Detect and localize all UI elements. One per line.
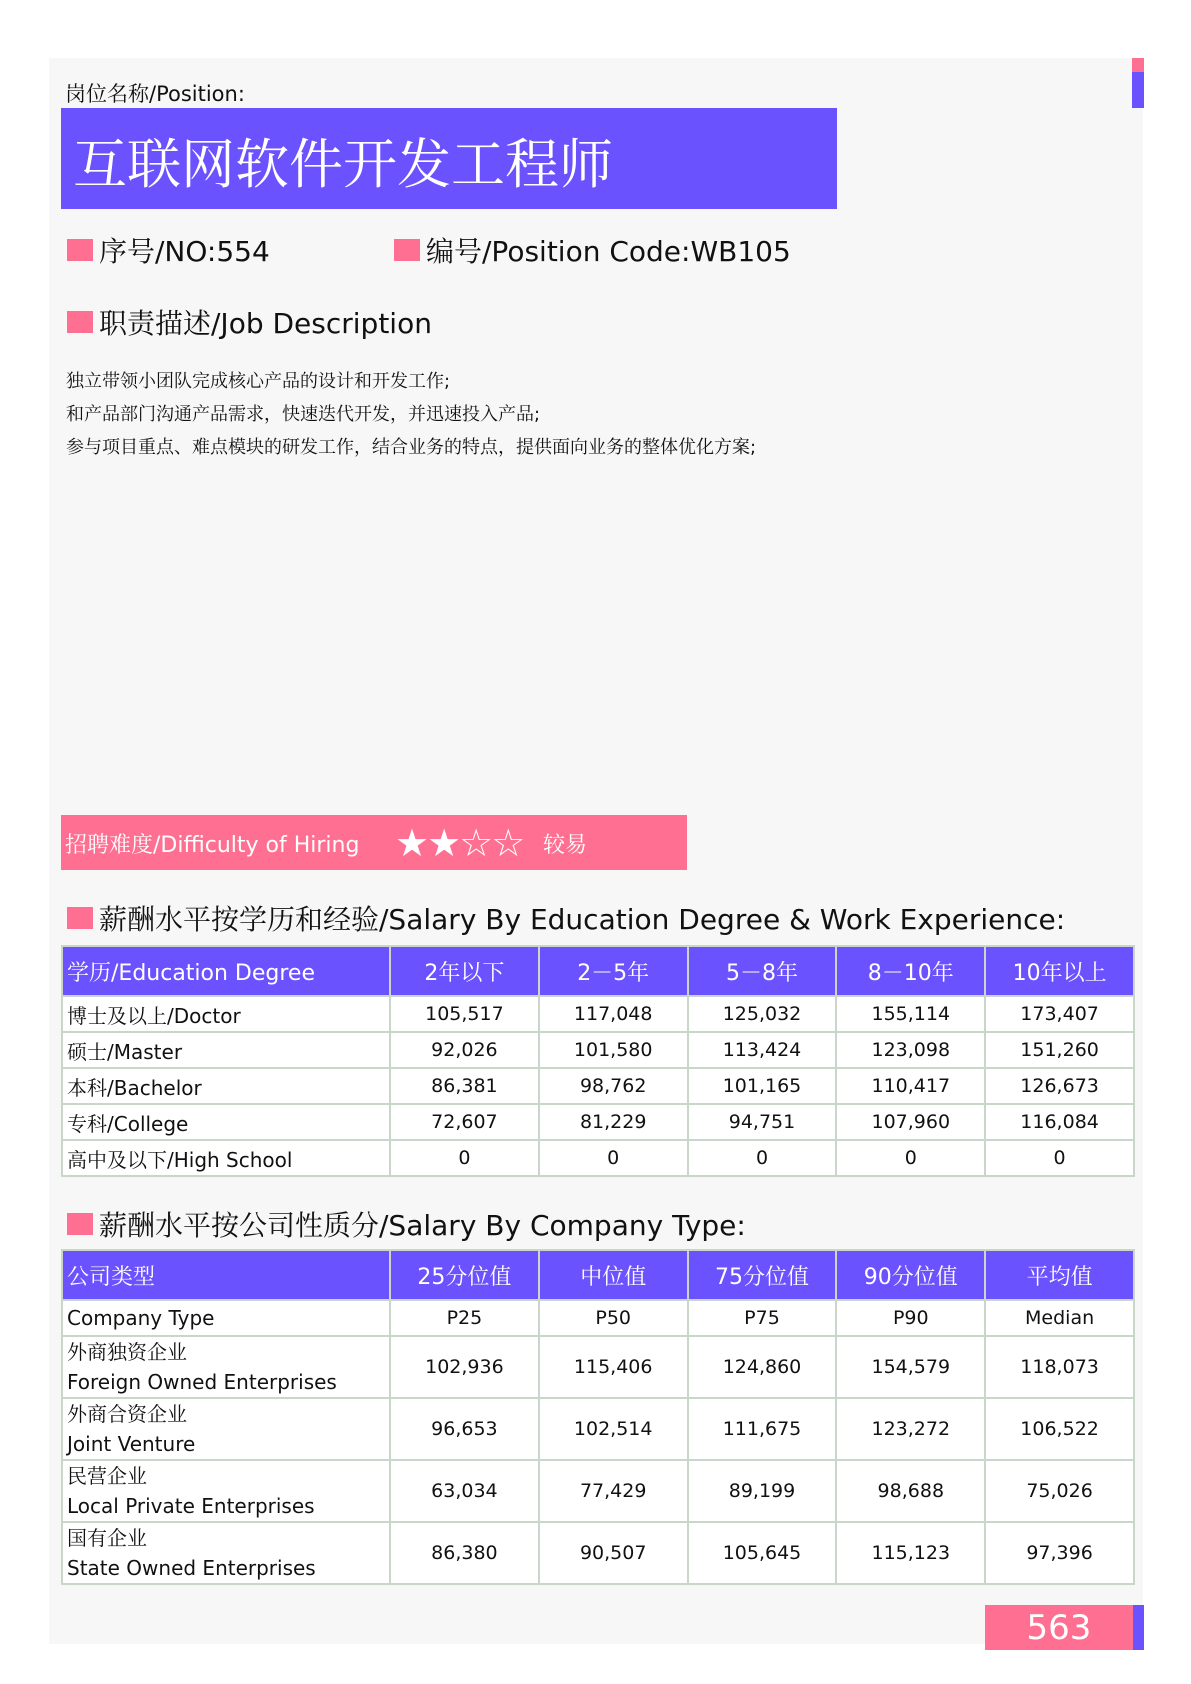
table-cell: 115,123 bbox=[836, 1522, 985, 1584]
table-row bbox=[62, 1032, 1134, 1068]
position-code bbox=[394, 230, 791, 270]
bullet-square-icon bbox=[67, 907, 93, 929]
row-label bbox=[62, 1398, 390, 1460]
column-header: 8－10年 bbox=[836, 946, 985, 996]
table-cell: 72,607 bbox=[390, 1104, 539, 1140]
table-row bbox=[62, 1140, 1134, 1176]
row-label: 高中及以下/High School bbox=[62, 1140, 390, 1176]
edu-salary-heading-text: 薪酬水平按学历和经验/Salary By Education Degree & Work Experience: bbox=[99, 903, 1066, 936]
row-label: 本科/Bachelor bbox=[62, 1068, 390, 1104]
row-label bbox=[62, 1522, 390, 1584]
table-cell: 101,165 bbox=[688, 1068, 837, 1104]
company-salary-heading bbox=[67, 1204, 746, 1244]
edu-salary-heading bbox=[67, 898, 1065, 938]
table-cell: 94,751 bbox=[688, 1104, 837, 1140]
table-cell: 117,048 bbox=[539, 996, 688, 1032]
company-type-cn: 国有企业 bbox=[67, 1526, 147, 1550]
company-type-en: Local Private Enterprises bbox=[67, 1494, 315, 1518]
table-cell: 86,381 bbox=[390, 1068, 539, 1104]
company-type-en: Foreign Owned Enterprises bbox=[67, 1370, 337, 1394]
table-cell: 75,026 bbox=[985, 1460, 1134, 1522]
table-cell: 77,429 bbox=[539, 1460, 688, 1522]
column-header: 2－5年 bbox=[539, 946, 688, 996]
table-cell: 126,673 bbox=[985, 1068, 1134, 1104]
table-cell: 106,522 bbox=[985, 1398, 1134, 1460]
company-type-cn: 外商合资企业 bbox=[67, 1402, 187, 1426]
table-cell: 98,688 bbox=[836, 1460, 985, 1522]
bullet-square-icon bbox=[67, 239, 93, 261]
table-cell: 123,098 bbox=[836, 1032, 985, 1068]
edu-salary-table bbox=[61, 945, 1135, 1177]
table-header-row bbox=[62, 946, 1134, 996]
table-cell: 151,260 bbox=[985, 1032, 1134, 1068]
table-cell: 111,675 bbox=[688, 1398, 837, 1460]
table-row bbox=[62, 1398, 1134, 1460]
difficulty-label: 招聘难度/Difficulty of Hiring bbox=[65, 833, 360, 858]
table-cell: 105,645 bbox=[688, 1522, 837, 1584]
column-header: 公司类型 bbox=[62, 1250, 390, 1300]
table-row bbox=[62, 1522, 1134, 1584]
table-cell: 90,507 bbox=[539, 1522, 688, 1584]
table-cell: 123,272 bbox=[836, 1398, 985, 1460]
column-header: 中位值 bbox=[539, 1250, 688, 1300]
table-header-row bbox=[62, 1250, 1134, 1300]
company-type-cn: 民营企业 bbox=[67, 1464, 147, 1488]
table-cell: 102,936 bbox=[390, 1336, 539, 1398]
table-cell: P25 bbox=[390, 1300, 539, 1336]
table-cell: 0 bbox=[985, 1140, 1134, 1176]
title-banner bbox=[61, 108, 837, 209]
company-type-en: State Owned Enterprises bbox=[67, 1556, 316, 1580]
bullet-square-icon bbox=[67, 311, 93, 333]
position-label: 岗位名称/Position: bbox=[65, 82, 245, 106]
row-label bbox=[62, 1336, 390, 1398]
table-cell: 0 bbox=[688, 1140, 837, 1176]
table-cell: P50 bbox=[539, 1300, 688, 1336]
position-code-text: 编号/Position Code:WB105 bbox=[426, 235, 791, 268]
table-cell: 125,032 bbox=[688, 996, 837, 1032]
bullet-square-icon bbox=[67, 1213, 93, 1235]
position-number-text: 序号/NO:554 bbox=[99, 235, 270, 268]
column-header: 2年以下 bbox=[390, 946, 539, 996]
table-cell: 92,026 bbox=[390, 1032, 539, 1068]
row-label: Company Type bbox=[62, 1300, 390, 1336]
page-number: 563 bbox=[1026, 1608, 1092, 1648]
column-header: 平均值 bbox=[985, 1250, 1134, 1300]
job-description bbox=[66, 365, 756, 464]
table-row bbox=[62, 1336, 1134, 1398]
table-subheader-row bbox=[62, 1300, 1134, 1336]
page-title: 互联网软件开发工程师 bbox=[73, 133, 613, 196]
column-header: 5－8年 bbox=[688, 946, 837, 996]
table-row bbox=[62, 996, 1134, 1032]
table-cell: 110,417 bbox=[836, 1068, 985, 1104]
table-cell: 86,380 bbox=[390, 1522, 539, 1584]
table-cell: 154,579 bbox=[836, 1336, 985, 1398]
job-description-line: 独立带领小团队完成核心产品的设计和开发工作; bbox=[66, 371, 451, 392]
table-cell: 102,514 bbox=[539, 1398, 688, 1460]
corner-decoration bbox=[1132, 58, 1144, 108]
job-description-line: 参与项目重点、难点模块的研发工作，结合业务的特点，提供面向业务的整体优化方案; bbox=[66, 437, 757, 458]
table-cell: 63,034 bbox=[390, 1460, 539, 1522]
job-description-line: 和产品部门沟通产品需求，快速迭代开发，并迅速投入产品; bbox=[66, 404, 541, 425]
table-cell: Median bbox=[985, 1300, 1134, 1336]
row-label: 专科/College bbox=[62, 1104, 390, 1140]
company-type-en: Joint Venture bbox=[67, 1432, 196, 1456]
company-type-cn: 外商独资企业 bbox=[67, 1340, 187, 1364]
table-cell: 115,406 bbox=[539, 1336, 688, 1398]
table-cell: 116,084 bbox=[985, 1104, 1134, 1140]
table-cell: 0 bbox=[836, 1140, 985, 1176]
table-cell: 173,407 bbox=[985, 996, 1134, 1032]
bullet-square-icon bbox=[394, 239, 420, 261]
table-cell: 101,580 bbox=[539, 1032, 688, 1068]
page-number-box bbox=[985, 1605, 1133, 1650]
table-cell: 89,199 bbox=[688, 1460, 837, 1522]
table-cell: 0 bbox=[390, 1140, 539, 1176]
column-header: 90分位值 bbox=[836, 1250, 985, 1300]
page-number-accent bbox=[1133, 1605, 1144, 1650]
column-header: 10年以上 bbox=[985, 946, 1134, 996]
table-cell: 113,424 bbox=[688, 1032, 837, 1068]
table-cell: 97,396 bbox=[985, 1522, 1134, 1584]
company-salary-heading-text: 薪酬水平按公司性质分/Salary By Company Type: bbox=[99, 1209, 746, 1242]
table-cell: P75 bbox=[688, 1300, 837, 1336]
table-row bbox=[62, 1104, 1134, 1140]
table-cell: 107,960 bbox=[836, 1104, 985, 1140]
job-description-heading-text: 职责描述/Job Description bbox=[99, 307, 432, 340]
company-salary-table bbox=[61, 1249, 1135, 1585]
star-rating-icon: ★★☆☆ bbox=[395, 821, 524, 865]
table-cell: 105,517 bbox=[390, 996, 539, 1032]
row-label bbox=[62, 1460, 390, 1522]
table-cell: 81,229 bbox=[539, 1104, 688, 1140]
row-label: 博士及以上/Doctor bbox=[62, 996, 390, 1032]
table-cell: 0 bbox=[539, 1140, 688, 1176]
difficulty-level: 较易 bbox=[543, 833, 588, 858]
table-row bbox=[62, 1460, 1134, 1522]
column-header: 25分位值 bbox=[390, 1250, 539, 1300]
table-cell: 155,114 bbox=[836, 996, 985, 1032]
table-cell: 98,762 bbox=[539, 1068, 688, 1104]
column-header: 学历/Education Degree bbox=[62, 946, 390, 996]
difficulty-banner bbox=[61, 815, 687, 870]
table-row bbox=[62, 1068, 1134, 1104]
row-label: 硕士/Master bbox=[62, 1032, 390, 1068]
position-number bbox=[67, 230, 270, 270]
table-cell: 124,860 bbox=[688, 1336, 837, 1398]
table-cell: 96,653 bbox=[390, 1398, 539, 1460]
table-cell: 118,073 bbox=[985, 1336, 1134, 1398]
table-cell: P90 bbox=[836, 1300, 985, 1336]
job-description-heading bbox=[67, 302, 432, 342]
column-header: 75分位值 bbox=[688, 1250, 837, 1300]
